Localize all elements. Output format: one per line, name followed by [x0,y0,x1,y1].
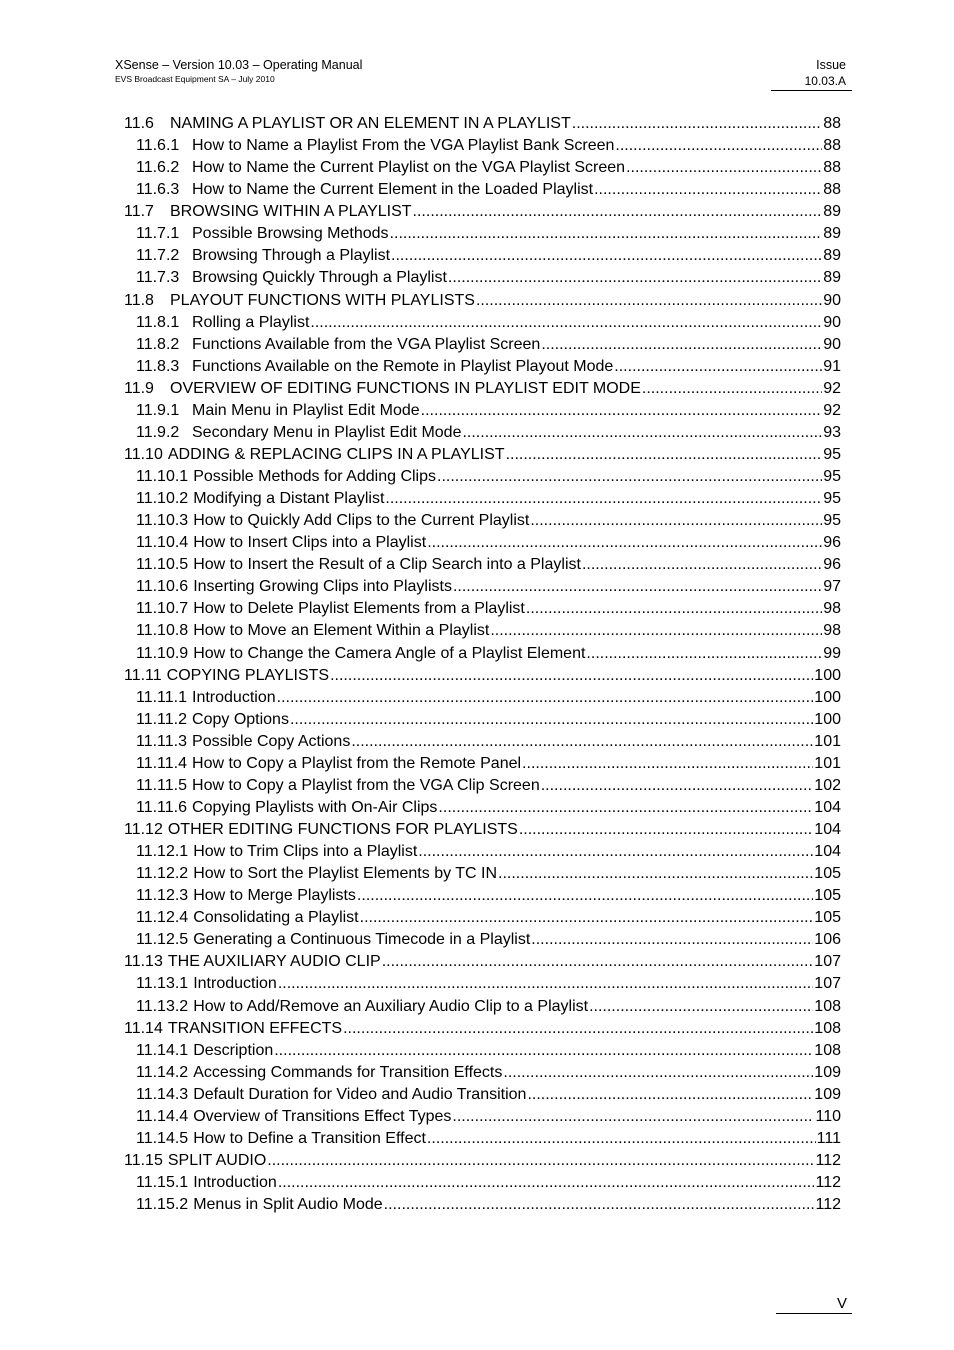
toc-entry[interactable] [124,775,841,797]
toc-entry[interactable] [124,554,841,576]
toc-section-title: Introduction [193,1174,277,1191]
toc-entry[interactable] [124,731,841,753]
toc-section-title: How to Copy a Playlist from the VGA Clip Screen [192,776,540,794]
toc-dot-leader [357,885,813,907]
toc-dot-leader [448,267,822,289]
toc-section-number: 11.14.4 [136,1107,189,1125]
toc-section-number: 11.13.2 [136,997,189,1015]
toc-dot-leader [526,598,822,620]
toc-page-number: 95 [823,490,841,508]
toc-entry[interactable] [124,797,841,819]
toc-dot-leader [427,532,822,554]
toc-section-number: 11.10.7 [136,600,189,618]
toc-page-number: 112 [815,1174,841,1191]
toc-dot-leader [278,973,813,995]
toc-section-number: 11.10.4 [136,534,189,552]
toc-entry[interactable] [124,179,841,201]
toc-entry[interactable] [124,245,841,267]
toc-page-number: 88 [823,181,841,199]
toc-page-number: 93 [823,423,841,441]
toc-dot-leader [452,1106,814,1128]
toc-page-number: 100 [814,688,841,706]
toc-entry[interactable] [124,1018,841,1040]
toc-entry[interactable] [124,1106,841,1128]
toc-entry[interactable] [124,1084,841,1106]
toc-page-number: 105 [814,887,841,905]
toc-entry[interactable] [124,510,841,532]
toc-section-title: Generating a Continuous Timecode in a Playlist [193,931,531,949]
toc-section-title: How to Name the Current Playlist on the VGA Playlist Screen [192,159,626,177]
toc-page-number: 108 [814,1019,841,1037]
toc-section-title: Overview of Transitions Effect Types [193,1107,452,1125]
toc-dot-leader [343,1018,813,1040]
toc-section-title: COPYING PLAYLISTS [166,666,330,684]
toc-section-title: How to Insert the Result of a Clip Search into a Playlist [193,556,581,574]
toc-dot-leader [274,1040,813,1062]
toc-section-title: How to Add/Remove an Auxiliary Audio Clip to a Playlist [193,997,589,1015]
toc-entry[interactable] [124,643,841,665]
toc-dot-leader [453,576,822,598]
toc-dot-leader [626,157,822,179]
toc-dot-leader [506,444,823,466]
toc-section-number: 11.12.1 [136,843,189,861]
toc-page-number: 89 [823,269,841,287]
toc-page-number: 98 [823,622,841,640]
toc-page-number: 100 [814,666,841,684]
toc-dot-leader [541,334,822,356]
toc-section-title: Introduction [193,975,277,993]
toc-page-number: 112 [815,1196,841,1214]
toc-entry[interactable] [124,973,841,995]
toc-section-title: THE AUXILIARY AUDIO CLIP [167,953,381,971]
toc-page-number: 109 [814,1085,841,1103]
toc-section-title: Possible Copy Actions [192,732,351,750]
toc-section-number: 11.11 [124,666,162,684]
toc-entry[interactable] [124,532,841,554]
toc-section-number: 11.10.8 [136,622,189,640]
toc-dot-leader [462,422,822,444]
toc-dot-leader [390,223,823,245]
toc-entry[interactable] [124,1128,841,1150]
toc-page-number: 111 [816,1129,841,1147]
toc-section-number: 11.14.2 [136,1063,189,1081]
toc-section-title: How to Trim Clips into a Playlist [193,843,418,861]
toc-dot-leader [421,400,823,422]
toc-entry[interactable] [124,488,841,510]
toc-dot-leader [586,643,822,665]
toc-entry[interactable] [124,1040,841,1062]
toc-entry[interactable] [124,422,841,444]
document-title: XSense – Version 10.03 – Operating Manual [115,58,363,72]
toc-dot-leader [541,775,814,797]
document-publisher: EVS Broadcast Equipment SA – July 2010 [115,74,275,84]
toc-entry[interactable] [124,576,841,598]
toc-section-number: 11.15 [124,1151,163,1169]
toc-dot-leader [413,201,823,223]
toc-page-number: 92 [823,401,841,419]
toc-entry[interactable] [124,1172,841,1194]
toc-dot-leader [310,312,822,334]
toc-entry[interactable] [124,157,841,179]
toc-section-title: How to Delete Playlist Elements from a Playlist [193,600,525,618]
toc-section-number: 11.7.2 [136,247,180,265]
toc-entry[interactable] [124,709,841,731]
toc-section-number: 11.12.3 [136,887,189,905]
toc-page-number: 112 [815,1151,841,1169]
toc-section-title: Copying Playlists with On-Air Clips [192,798,438,816]
toc-section-number: 11.14.5 [136,1129,189,1147]
toc-dot-leader [490,620,822,642]
toc-section-title: How to Merge Playlists [193,887,356,905]
toc-entry[interactable] [124,223,841,245]
toc-page-number: 105 [814,909,841,927]
toc-dot-leader [267,1150,814,1172]
toc-section-title: How to Define a Transition Effect [193,1129,426,1147]
issue-block [805,58,846,89]
toc-entry[interactable] [124,1062,841,1084]
toc-entry[interactable] [124,466,841,488]
toc-dot-leader [522,753,813,775]
toc-section-number: 11.8.1 [136,313,180,331]
toc-dot-leader [503,1062,813,1084]
toc-dot-leader [427,1128,816,1150]
toc-entry[interactable] [124,687,841,709]
toc-section-title: SPLIT AUDIO [167,1151,267,1169]
toc-section-title: Modifying a Distant Playlist [193,490,385,508]
toc-entry[interactable] [124,356,841,378]
toc-page-number: 108 [814,997,841,1015]
toc-section-number: 11.12.4 [136,909,189,927]
toc-section-number: 11.10.1 [136,468,189,485]
toc-page-number: 105 [814,865,841,883]
toc-entry[interactable] [124,885,841,907]
toc-entry[interactable] [124,598,841,620]
toc-section-title: Rolling a Playlist [192,313,310,331]
toc-section-number: 11.7.1 [136,225,180,243]
toc-entry[interactable] [124,819,841,841]
toc-page-number: 88 [823,159,841,177]
toc-page-number: 91 [823,357,841,375]
toc-section-title: OTHER EDITING FUNCTIONS FOR PLAYLISTS [167,821,518,838]
toc-section-number: 11.12.5 [136,931,189,949]
toc-dot-leader [498,863,813,885]
toc-section-number: 11.11.1 [136,688,188,706]
toc-section-title: BROWSING WITHIN A PLAYLIST [170,203,412,221]
toc-dot-leader [519,819,813,841]
toc-page-number: 104 [814,798,841,816]
toc-section-number: 11.12 [124,821,163,838]
toc-entry[interactable] [124,290,841,312]
toc-dot-leader [384,1194,815,1216]
toc-section-title: Possible Browsing Methods [192,225,389,243]
toc-page-number: 107 [814,975,841,993]
toc-section-title: TRANSITION EFFECTS [167,1019,343,1037]
toc-entry[interactable] [124,444,841,466]
toc-section-number: 11.9.1 [136,401,180,419]
toc-dot-leader [572,113,822,135]
toc-section-number: 11.12.2 [136,865,189,883]
toc-section-title: PLAYOUT FUNCTIONS WITH PLAYLISTS [170,291,475,309]
toc-section-title: Accessing Commands for Transition Effects [193,1063,503,1081]
toc-dot-leader [527,1084,813,1106]
toc-entry[interactable] [124,841,841,863]
toc-dot-leader [351,731,813,753]
toc-section-title: Default Duration for Video and Audio Transition [193,1085,527,1103]
toc-page-number: 104 [814,843,841,861]
page-header [115,58,362,85]
toc-section-title: Browsing Quickly Through a Playlist [192,269,447,287]
toc-section-number: 11.7.3 [136,269,180,287]
toc-section-title: How to Move an Element Within a Playlist [193,622,490,640]
toc-section-title: Secondary Menu in Playlist Edit Mode [192,423,462,441]
toc-dot-leader [391,245,822,267]
toc-entry[interactable] [124,113,841,135]
toc-section-number: 11.15.1 [136,1174,189,1191]
toc-section-title: Menus in Split Audio Mode [193,1196,383,1214]
toc-section-number: 11.14 [124,1019,163,1037]
toc-page-number: 92 [823,379,841,397]
toc-page-number: 108 [814,1041,841,1059]
toc-section-number: 11.6.1 [136,137,180,155]
table-of-contents [124,113,841,1216]
toc-section-title: How to Name a Playlist From the VGA Playlist Bank Screen [192,137,615,155]
toc-page-number: 90 [823,335,841,353]
toc-page-number: 109 [814,1063,841,1081]
toc-section-number: 11.15.2 [136,1196,189,1214]
toc-page-number: 88 [823,115,841,132]
toc-entry[interactable] [124,201,841,223]
toc-dot-leader [278,1172,815,1194]
toc-section-title: Browsing Through a Playlist [192,247,391,265]
toc-section-number: 11.8.3 [136,357,180,375]
toc-dot-leader [642,378,822,400]
toc-entry[interactable] [124,665,841,687]
toc-section-title: Main Menu in Playlist Edit Mode [192,401,420,419]
toc-section-number: 11.9 [124,379,154,397]
toc-section-title: Functions Available on the Remote in Playlist Playout Mode [192,357,614,375]
issue-value: 10.03.A [804,74,846,88]
toc-section-title: Functions Available from the VGA Playlist Screen [192,335,541,353]
toc-page-number: 90 [823,313,841,331]
toc-section-title: Possible Methods for Adding Clips [193,468,436,485]
toc-entry[interactable] [124,753,841,775]
toc-section-number: 11.7 [124,203,154,221]
toc-section-number: 11.11.4 [136,754,188,772]
toc-page-number: 89 [823,203,841,221]
toc-section-number: 11.13 [124,953,163,971]
toc-entry[interactable] [124,378,841,400]
toc-entry[interactable] [124,400,841,422]
toc-section-number: 11.10.2 [136,490,189,508]
toc-dot-leader [589,996,813,1018]
toc-page-number: 107 [814,953,841,971]
toc-page-number: 104 [814,821,841,838]
toc-section-number: 11.6.2 [136,159,180,177]
toc-entry[interactable] [124,929,841,951]
toc-section-title: OVERVIEW OF EDITING FUNCTIONS IN PLAYLIST EDIT MODE [170,379,641,397]
toc-page-number: 99 [823,644,841,662]
toc-dot-leader [438,797,813,819]
toc-section-title: How to Change the Camera Angle of a Playlist Element [193,644,586,662]
toc-page-number: 101 [814,732,841,750]
toc-page-number: 102 [814,776,841,794]
toc-entry[interactable] [124,267,841,289]
toc-dot-leader [530,510,822,532]
toc-entry[interactable] [124,863,841,885]
toc-page-number: 90 [823,291,841,309]
issue-label: Issue [816,58,846,72]
toc-section-title: Consolidating a Playlist [193,909,359,927]
toc-section-title: How to Name the Current Element in the Loaded Playlist [192,181,594,199]
toc-section-title: How to Copy a Playlist from the Remote Panel [192,754,522,772]
toc-section-number: 11.14.3 [136,1085,189,1103]
toc-entry[interactable] [124,996,841,1018]
toc-dot-leader [615,135,822,157]
toc-entry[interactable] [124,1194,841,1216]
toc-section-title: Description [193,1041,274,1059]
toc-entry[interactable] [124,907,841,929]
toc-section-number: 11.13.1 [136,975,189,993]
toc-dot-leader [330,665,813,687]
toc-entry[interactable] [124,1150,841,1172]
toc-dot-leader [382,951,814,973]
toc-dot-leader [290,709,813,731]
toc-section-number: 11.8.2 [136,335,180,353]
toc-page-number: 106 [814,931,841,949]
toc-entry[interactable] [124,312,841,334]
toc-section-title: ADDING & REPLACING CLIPS IN A PLAYLIST [167,445,505,463]
toc-dot-leader [582,554,822,576]
toc-dot-leader [614,356,822,378]
toc-page-number: 97 [823,578,841,596]
toc-section-number: 11.10.6 [136,578,189,596]
toc-dot-leader [360,907,814,929]
toc-page-number: 95 [823,468,841,485]
toc-entry[interactable] [124,620,841,642]
toc-section-number: 11.6.3 [136,181,180,199]
footer-page-number: V [836,1295,847,1312]
toc-page-number: 95 [823,512,841,530]
toc-section-number: 11.10.9 [136,644,189,662]
toc-section-number: 11.11.3 [136,732,188,750]
toc-page-number: 98 [823,600,841,618]
toc-entry[interactable] [124,135,841,157]
toc-section-number: 11.6 [124,115,154,132]
toc-entry[interactable] [124,334,841,356]
toc-section-title: How to Sort the Playlist Elements by TC IN [193,865,498,883]
toc-section-title: How to Quickly Add Clips to the Current Playlist [193,512,530,530]
toc-dot-leader [437,466,822,488]
toc-section-number: 11.14.1 [136,1041,189,1059]
toc-section-number: 11.8 [124,291,154,309]
toc-dot-leader [531,929,813,951]
toc-page-number: 100 [814,710,841,728]
toc-section-title: NAMING A PLAYLIST OR AN ELEMENT IN A PLAYLIST [170,115,571,132]
toc-section-title: How to Insert Clips into a Playlist [193,534,427,552]
toc-page-number: 101 [814,754,841,772]
footer-divider [776,1313,852,1314]
toc-dot-leader [476,290,822,312]
toc-section-number: 11.11.2 [136,710,188,728]
toc-page-number: 96 [823,556,841,574]
toc-section-number: 11.9.2 [136,423,180,441]
toc-page-number: 89 [823,247,841,265]
toc-section-title: Inserting Growing Clips into Playlists [193,578,452,596]
toc-section-number: 11.10.3 [136,512,189,530]
toc-page-number: 110 [815,1107,841,1125]
toc-dot-leader [418,841,813,863]
toc-section-number: 11.10.5 [136,556,189,574]
toc-section-title: Introduction [192,688,276,706]
toc-page-number: 95 [823,445,841,463]
toc-section-title: Copy Options [192,710,289,728]
toc-dot-leader [594,179,822,201]
toc-dot-leader [385,488,822,510]
toc-page-number: 88 [823,137,841,155]
toc-section-number: 11.11.6 [136,798,188,816]
toc-entry[interactable] [124,951,841,973]
header-divider [771,90,852,91]
toc-section-number: 11.10 [124,445,163,463]
toc-page-number: 89 [823,225,841,243]
toc-section-number: 11.11.5 [136,776,188,794]
toc-dot-leader [277,687,814,709]
toc-page-number: 96 [823,534,841,552]
